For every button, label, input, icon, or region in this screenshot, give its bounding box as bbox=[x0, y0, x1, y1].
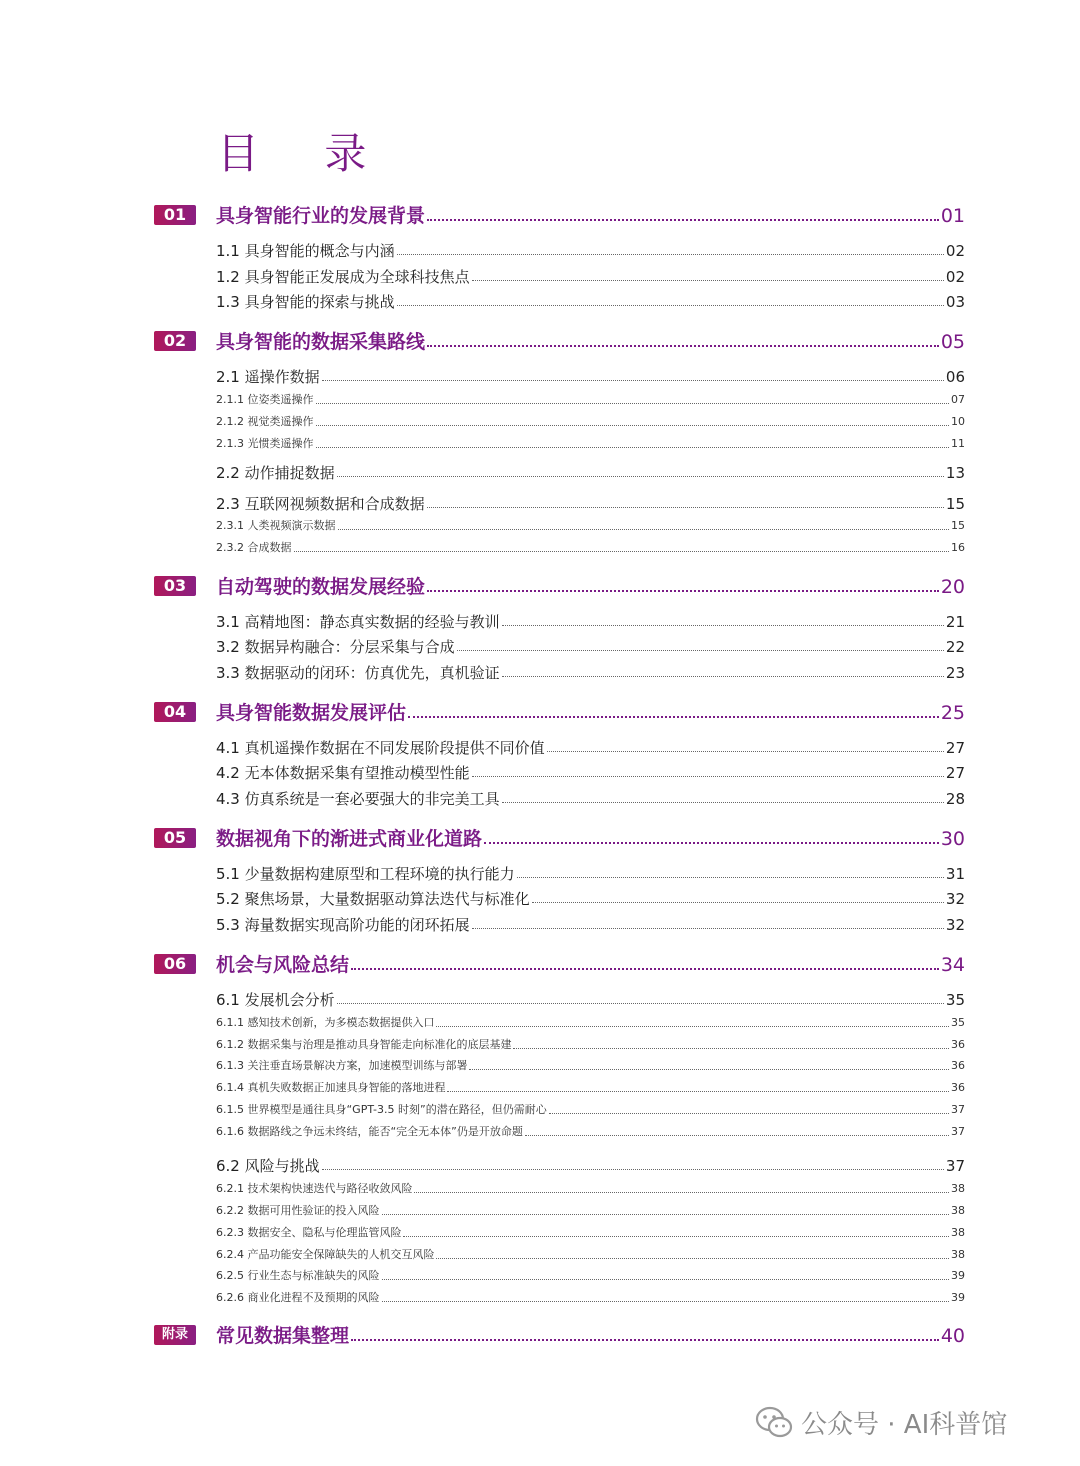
entry-label: 6.1.4 真机失败数据正加速具身智能的落地进程 bbox=[216, 1081, 446, 1094]
leader-dots bbox=[337, 1003, 944, 1004]
page-number: 16 bbox=[951, 541, 965, 554]
leader-dots bbox=[338, 529, 950, 530]
chapter-title: 具身智能的数据采集路线 bbox=[216, 331, 426, 353]
entry-label: 2.1.3 光惯类遥操作 bbox=[216, 437, 314, 450]
leader-dots bbox=[382, 1214, 950, 1215]
page-number: 01 bbox=[940, 205, 965, 227]
leader-dots bbox=[316, 403, 950, 404]
toc-subentry[interactable] bbox=[216, 1057, 965, 1073]
toc-entry[interactable] bbox=[216, 989, 965, 1009]
toc-entry[interactable] bbox=[216, 291, 965, 311]
watermark bbox=[755, 1404, 1007, 1441]
toc-entry[interactable] bbox=[216, 788, 965, 808]
leader-dots bbox=[427, 219, 939, 221]
toc-chapter-05[interactable] bbox=[216, 824, 965, 850]
toc-entry[interactable] bbox=[216, 662, 965, 682]
watermark-text: 公众号 · AI科普馆 bbox=[801, 1410, 1008, 1440]
chapter-title: 具身智能行业的发展背景 bbox=[216, 205, 426, 227]
entry-label: 2.1.1 位姿类遥操作 bbox=[216, 393, 314, 406]
leader-dots bbox=[502, 625, 944, 626]
toc-chapter-03[interactable] bbox=[216, 572, 965, 598]
toc-subentry[interactable] bbox=[216, 391, 965, 407]
leader-dots bbox=[316, 447, 950, 448]
entry-label: 1.1 具身智能的概念与内涵 bbox=[216, 242, 395, 260]
page-number: 20 bbox=[940, 576, 965, 598]
toc-chapter-02[interactable] bbox=[216, 327, 965, 353]
leader-dots bbox=[337, 476, 944, 477]
chapter-badge-02: 02 bbox=[154, 331, 196, 351]
page-number: 02 bbox=[945, 242, 965, 260]
leader-dots bbox=[547, 751, 944, 752]
toc-subentry[interactable] bbox=[216, 1101, 965, 1117]
toc-chapter-01[interactable] bbox=[216, 201, 965, 227]
wechat-icon bbox=[755, 1406, 793, 1440]
page-number: 27 bbox=[945, 739, 965, 757]
page-number: 36 bbox=[951, 1081, 965, 1094]
entry-label: 6.2.5 行业生态与标准缺失的风险 bbox=[216, 1269, 380, 1282]
toc-entry[interactable] bbox=[216, 914, 965, 934]
toc-subentry[interactable] bbox=[216, 1246, 965, 1262]
chapter-badge-appendix: 附录 bbox=[154, 1325, 196, 1345]
entry-label: 6.2.6 商业化进程不及预期的风险 bbox=[216, 1291, 380, 1304]
toc-chapter-appendix[interactable] bbox=[216, 1321, 965, 1347]
entry-label: 6.2.2 数据可用性验证的投入风险 bbox=[216, 1204, 380, 1217]
leader-dots bbox=[517, 877, 944, 878]
leader-dots bbox=[447, 1091, 949, 1092]
toc-chapter-04[interactable] bbox=[216, 698, 965, 724]
chapter-badge-04: 04 bbox=[154, 702, 196, 722]
page-number: 40 bbox=[940, 1325, 965, 1347]
entry-label: 6.1.2 数据采集与治理是推动具身智能走向标准化的底层基建 bbox=[216, 1038, 512, 1051]
entry-label: 4.2 无本体数据采集有望推动模型性能 bbox=[216, 764, 470, 782]
page-number: 23 bbox=[945, 664, 965, 682]
chapter-title: 具身智能数据发展评估 bbox=[216, 702, 407, 724]
chapter-title: 常见数据集整理 bbox=[216, 1325, 350, 1347]
page-number: 38 bbox=[951, 1226, 965, 1239]
entry-label: 1.2 具身智能正发展成为全球科技焦点 bbox=[216, 268, 470, 286]
leader-dots bbox=[322, 1169, 944, 1170]
toc-subentry[interactable] bbox=[216, 1224, 965, 1240]
toc-entry[interactable] bbox=[216, 737, 965, 757]
entry-label: 6.1.5 世界模型是通往具身“GPT-3.5 时刻”的潜在路径，但仍需耐心 bbox=[216, 1103, 547, 1116]
leader-dots bbox=[457, 650, 944, 651]
page-number: 07 bbox=[951, 393, 965, 406]
chapter-title: 机会与风险总结 bbox=[216, 954, 350, 976]
leader-dots bbox=[549, 1113, 949, 1114]
toc-subentry[interactable] bbox=[216, 1123, 965, 1139]
entry-label: 6.1.6 数据路线之争远未终结，能否“完全无本体”仍是开放命题 bbox=[216, 1125, 523, 1138]
toc-entry[interactable] bbox=[216, 462, 965, 482]
leader-dots bbox=[502, 676, 944, 677]
toc-subentry[interactable] bbox=[216, 413, 965, 429]
page-number: 34 bbox=[940, 954, 965, 976]
entry-label: 6.1.3 关注垂直场景解决方案，加速模型训练与部署 bbox=[216, 1059, 468, 1072]
page-number: 32 bbox=[945, 916, 965, 934]
toc-entry[interactable] bbox=[216, 611, 965, 631]
leader-dots bbox=[427, 345, 939, 347]
page-number: 11 bbox=[951, 437, 965, 450]
chapter-badge-06: 06 bbox=[154, 954, 196, 974]
leader-dots bbox=[436, 1026, 949, 1027]
toc-subentry[interactable] bbox=[216, 1289, 965, 1305]
page-number: 25 bbox=[940, 702, 965, 724]
page-number: 38 bbox=[951, 1182, 965, 1195]
toc-subentry[interactable] bbox=[216, 1202, 965, 1218]
entry-label: 5.2 聚焦场景，大量数据驱动算法迭代与标准化 bbox=[216, 890, 530, 908]
chapter-badge-05: 05 bbox=[154, 828, 196, 848]
toc-entry[interactable] bbox=[216, 240, 965, 260]
toc-entry[interactable] bbox=[216, 1155, 965, 1175]
toc-entry[interactable] bbox=[216, 888, 965, 908]
toc-entry[interactable] bbox=[216, 493, 965, 513]
leader-dots bbox=[408, 716, 939, 718]
page-number: 22 bbox=[945, 638, 965, 656]
leader-dots bbox=[351, 1339, 939, 1341]
toc-subentry[interactable] bbox=[216, 517, 965, 533]
toc-subentry[interactable] bbox=[216, 1036, 965, 1052]
entry-label: 4.3 仿真系统是一套必要强大的非完美工具 bbox=[216, 790, 500, 808]
leader-dots bbox=[484, 842, 939, 844]
entry-label: 6.2.1 技术架构快速迭代与路径收敛风险 bbox=[216, 1182, 413, 1195]
leader-dots bbox=[414, 1192, 949, 1193]
page-number: 30 bbox=[940, 828, 965, 850]
page-number: 38 bbox=[951, 1248, 965, 1261]
leader-dots bbox=[427, 590, 939, 592]
leader-dots bbox=[403, 1236, 949, 1237]
chapter-title: 数据视角下的渐进式商业化道路 bbox=[216, 828, 483, 850]
page-number: 36 bbox=[951, 1038, 965, 1051]
toc-chapter-06[interactable] bbox=[216, 950, 965, 976]
leader-dots bbox=[382, 1301, 950, 1302]
chapter-badge-01: 01 bbox=[154, 205, 196, 225]
toc-entry[interactable] bbox=[216, 762, 965, 782]
entry-label: 5.3 海量数据实现高阶功能的闭环拓展 bbox=[216, 916, 470, 934]
chapter-badge-03: 03 bbox=[154, 576, 196, 596]
chapter-title: 自动驾驶的数据发展经验 bbox=[216, 576, 426, 598]
page-title: 目 录 bbox=[217, 129, 393, 178]
toc-subentry[interactable] bbox=[216, 1079, 965, 1095]
entry-label: 2.3 互联网视频数据和合成数据 bbox=[216, 495, 425, 513]
entry-label: 6.2 风险与挑战 bbox=[216, 1157, 320, 1175]
entry-label: 5.1 少量数据构建原型和工程环境的执行能力 bbox=[216, 865, 515, 883]
page-number: 37 bbox=[951, 1125, 965, 1138]
entry-label: 6.2.4 产品功能安全保障缺失的人机交互风险 bbox=[216, 1248, 435, 1261]
page-number: 02 bbox=[945, 268, 965, 286]
toc-entry[interactable] bbox=[216, 266, 965, 286]
page-number: 03 bbox=[945, 293, 965, 311]
page-number: 37 bbox=[951, 1103, 965, 1116]
entry-label: 2.2 动作捕捉数据 bbox=[216, 464, 335, 482]
entry-label: 6.2.3 数据安全、隐私与伦理监管风险 bbox=[216, 1226, 402, 1239]
entry-label: 3.1 高精地图：静态真实数据的经验与教训 bbox=[216, 613, 500, 631]
toc-entry[interactable] bbox=[216, 636, 965, 656]
leader-dots bbox=[316, 425, 950, 426]
page-number: 15 bbox=[945, 495, 965, 513]
page-number: 37 bbox=[945, 1157, 965, 1175]
entry-label: 2.1.2 视觉类遥操作 bbox=[216, 415, 314, 428]
toc-subentry[interactable] bbox=[216, 435, 965, 451]
toc-subentry[interactable] bbox=[216, 539, 965, 555]
leader-dots bbox=[294, 551, 950, 552]
leader-dots bbox=[382, 1279, 950, 1280]
entry-label: 2.3.2 合成数据 bbox=[216, 541, 292, 554]
leader-dots bbox=[472, 280, 944, 281]
page-number: 13 bbox=[945, 464, 965, 482]
leader-dots bbox=[502, 802, 944, 803]
page-number: 15 bbox=[951, 519, 965, 532]
page-number: 35 bbox=[951, 1016, 965, 1029]
leader-dots bbox=[322, 380, 944, 381]
page-number: 06 bbox=[945, 368, 965, 386]
page-number: 27 bbox=[945, 764, 965, 782]
entry-label: 2.1 遥操作数据 bbox=[216, 368, 320, 386]
toc-entry[interactable] bbox=[216, 366, 965, 386]
leader-dots bbox=[532, 902, 944, 903]
toc-subentry[interactable] bbox=[216, 1267, 965, 1283]
entry-label: 3.2 数据异构融合：分层采集与合成 bbox=[216, 638, 455, 656]
leader-dots bbox=[397, 305, 944, 306]
entry-label: 4.1 真机遥操作数据在不同发展阶段提供不同价值 bbox=[216, 739, 545, 757]
leader-dots bbox=[351, 968, 939, 970]
entry-label: 6.1 发展机会分析 bbox=[216, 991, 335, 1009]
leader-dots bbox=[513, 1048, 949, 1049]
page-number: 21 bbox=[945, 613, 965, 631]
page-number: 39 bbox=[951, 1269, 965, 1282]
page-number: 32 bbox=[945, 890, 965, 908]
toc-entry[interactable] bbox=[216, 863, 965, 883]
entry-label: 3.3 数据驱动的闭环：仿真优先，真机验证 bbox=[216, 664, 500, 682]
page-number: 05 bbox=[940, 331, 965, 353]
leader-dots bbox=[525, 1135, 949, 1136]
page-number: 31 bbox=[945, 865, 965, 883]
leader-dots bbox=[436, 1258, 949, 1259]
entry-label: 6.1.1 感知技术创新，为多模态数据提供入口 bbox=[216, 1016, 435, 1029]
leader-dots bbox=[472, 928, 944, 929]
page-number: 35 bbox=[945, 991, 965, 1009]
page-number: 39 bbox=[951, 1291, 965, 1304]
toc-subentry[interactable] bbox=[216, 1180, 965, 1196]
page-number: 10 bbox=[951, 415, 965, 428]
entry-label: 1.3 具身智能的探索与挑战 bbox=[216, 293, 395, 311]
page-number: 38 bbox=[951, 1204, 965, 1217]
leader-dots bbox=[427, 507, 944, 508]
toc-subentry[interactable] bbox=[216, 1014, 965, 1030]
leader-dots bbox=[397, 254, 944, 255]
page-number: 28 bbox=[945, 790, 965, 808]
entry-label: 2.3.1 人类视频演示数据 bbox=[216, 519, 336, 532]
leader-dots bbox=[472, 776, 944, 777]
leader-dots bbox=[469, 1069, 949, 1070]
page-number: 36 bbox=[951, 1059, 965, 1072]
